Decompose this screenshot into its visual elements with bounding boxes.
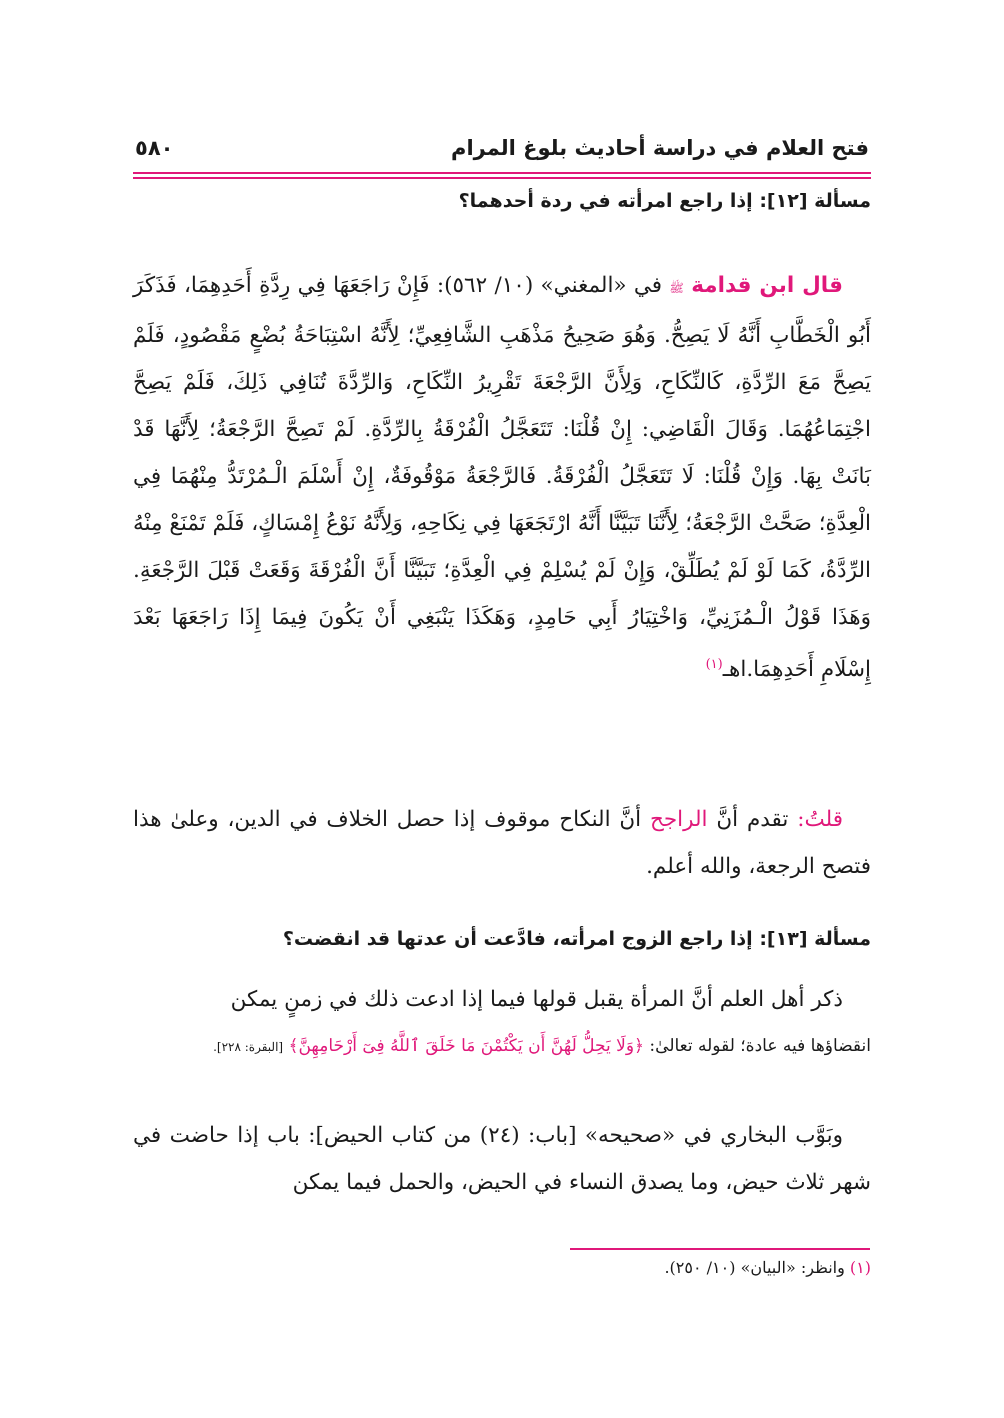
footnote-ref: (١٠/ ٢٥٠). [664,1258,736,1277]
honorific: ﷺ [669,281,684,295]
issue-12-heading [133,190,871,212]
quote-block [133,262,871,693]
para-13b-rest: [باب: (٢٤) من كتاب الحيض]: باب إذا حاضت في شهر ثلاث حيض، وما يصدق النساء في الحيض، والحمل فيما يمكن [133,1123,871,1195]
running-header [135,128,869,168]
page-number: ٥٨٠ [135,136,174,160]
issue-13-paragraph-1 [133,976,871,1071]
para-13a-line-2 [133,1023,871,1071]
opinion-text-before: تقدم أنَّ [716,807,789,832]
issue-12-title: إذا راجع امرأته في ردة أحدهما؟ [458,190,753,212]
para-13a-prefix: انقضاؤها فيه عادة؛ لقوله تعالىٰ: [649,1036,871,1056]
quote-author: قال ابن قدامة [691,273,843,298]
header-rule-bottom [133,177,871,179]
opinion-highlight: الراجح [650,807,708,832]
issue-13-title: إذا راجع الزوج امرأته، فادَّعت أن عدتها قد انقضت؟ [282,928,753,950]
verse-ref: [البقرة: ٢٢٨]. [213,1040,284,1054]
issue-12-label: مسألة [١٢]: [759,190,871,212]
para-13a-line-1: ذكر أهل العلم أنَّ المرأة يقبل قولها فيما إذا ادعت ذلك في زمنٍ يمكن [230,987,843,1012]
para-13b-prefix: وبَوَّب البخاري في [683,1123,843,1148]
issue-13-heading [133,928,871,950]
footnote-marker: (١) [705,657,723,672]
footnote-source: «البيان» [740,1258,796,1277]
header-rule-top [133,172,871,174]
quote-source-ref: (١٠/ ٥٦٢): [436,273,534,298]
footnote-rule [570,1248,870,1250]
opinion-lead: قلتُ: [797,807,843,832]
book-title: فتح العلام في دراسة أحاديث بلوغ المرام [451,136,869,160]
footnote-number: (١) [849,1258,871,1277]
issue-13-paragraph-2 [133,1112,871,1206]
issue-13-label: مسألة [١٣]: [759,928,871,950]
quote-source-prefix: في [633,273,663,298]
para-13b-source: «صحيحه» [584,1123,676,1148]
footnote [664,1258,871,1277]
opinion-text-after: أنَّ النكاح موقوف إذا حصل الخلاف في الدين، وعلىٰ هذا فتصح الرجعة، والله أعلم. [133,807,871,879]
footnote-prefix: وانظر: [800,1258,845,1277]
quote-text: فَإِنْ رَاجَعَهَا فِي رِدَّةِ أَحَدِهِمَا، فَذَكَرَ أَبُو الْخَطَّابِ أَنَّهُ لَا يَصِحُّ. وَهُوَ صَحِيحُ مَذْهَبِ الشَّافِعِيِّ؛ لِأَنَّهُ اسْتِبَاحَةُ بُضْعٍ مَقْصُودٍ، فَلَمْ يَصِحَّ مَعَ الرِّدَّةِ، كَالنِّكَاحِ، وَلِأَنَّ الرَّجْعَةَ تَقْرِيرُ النِّكَاحِ، وَالرِّدَّةَ تُنَافِي ذَلِكَ، فَلَمْ يَصِحَّ اجْتِمَاعُهُمَا. وَقَالَ الْقَاضِي: إِنْ قُلْنَا: تَتَعَجَّلُ الْفُرْقَةُ بِالرِّدَّةِ. لَمْ تَصِحَّ الرَّجْعَةُ؛ لِأَنَّهَا قَدْ بَانَتْ بِهَا. وَإِنْ قُلْنَا: لَا تَتَعَجَّلُ الْفُرْقَةُ. فَالرَّجْعَةُ مَوْقُوفَةٌ، إِنْ أَسْلَمَ الْـمُرْتَدُّ مِنْهُمَا فِي الْعِدَّةِ؛ صَحَّتْ الرَّجْعَةُ؛ لِأَنَّنَا تَبَيَّنَّا أَنَّهُ ارْتَجَعَهَا فِي نِكَاحِهِ، وَلِأَنَّهُ نَوْعُ إِمْسَاكٍ، فَلَمْ تَمْنَعْ مِنْهُ الرِّدَّةُ، كَمَا لَوْ لَمْ يُطَلِّقْ، وَإِنْ لَمْ يُسْلِمْ فِي الْعِدَّةِ؛ تَبَيَّنَّا أَنَّ الْفُرْقَةَ وَقَعَتْ قَبْلَ الرَّجْعَةِ. وَهَذَا قَوْلُ الْـمُزَنِيِّ، وَاخْتِيَارُ أَبِي حَامِدٍ، وَهَكَذَا يَنْبَغِي أَنْ يَكُونَ فِيمَا إِذَا رَاجَعَهَا بَعْدَ إِسْلَامِ أَحَدِهِمَا.اهـ [133,273,871,683]
quote-source: «المغني» [540,273,627,298]
opinion-block [133,796,871,890]
quran-verse: ﴿وَلَا يَحِلُّ لَهُنَّ أَن يَكْتُمْنَ مَا خَلَقَ ٱللَّهُ فِىٓ أَرْحَامِهِنَّ﴾ [288,1036,645,1056]
